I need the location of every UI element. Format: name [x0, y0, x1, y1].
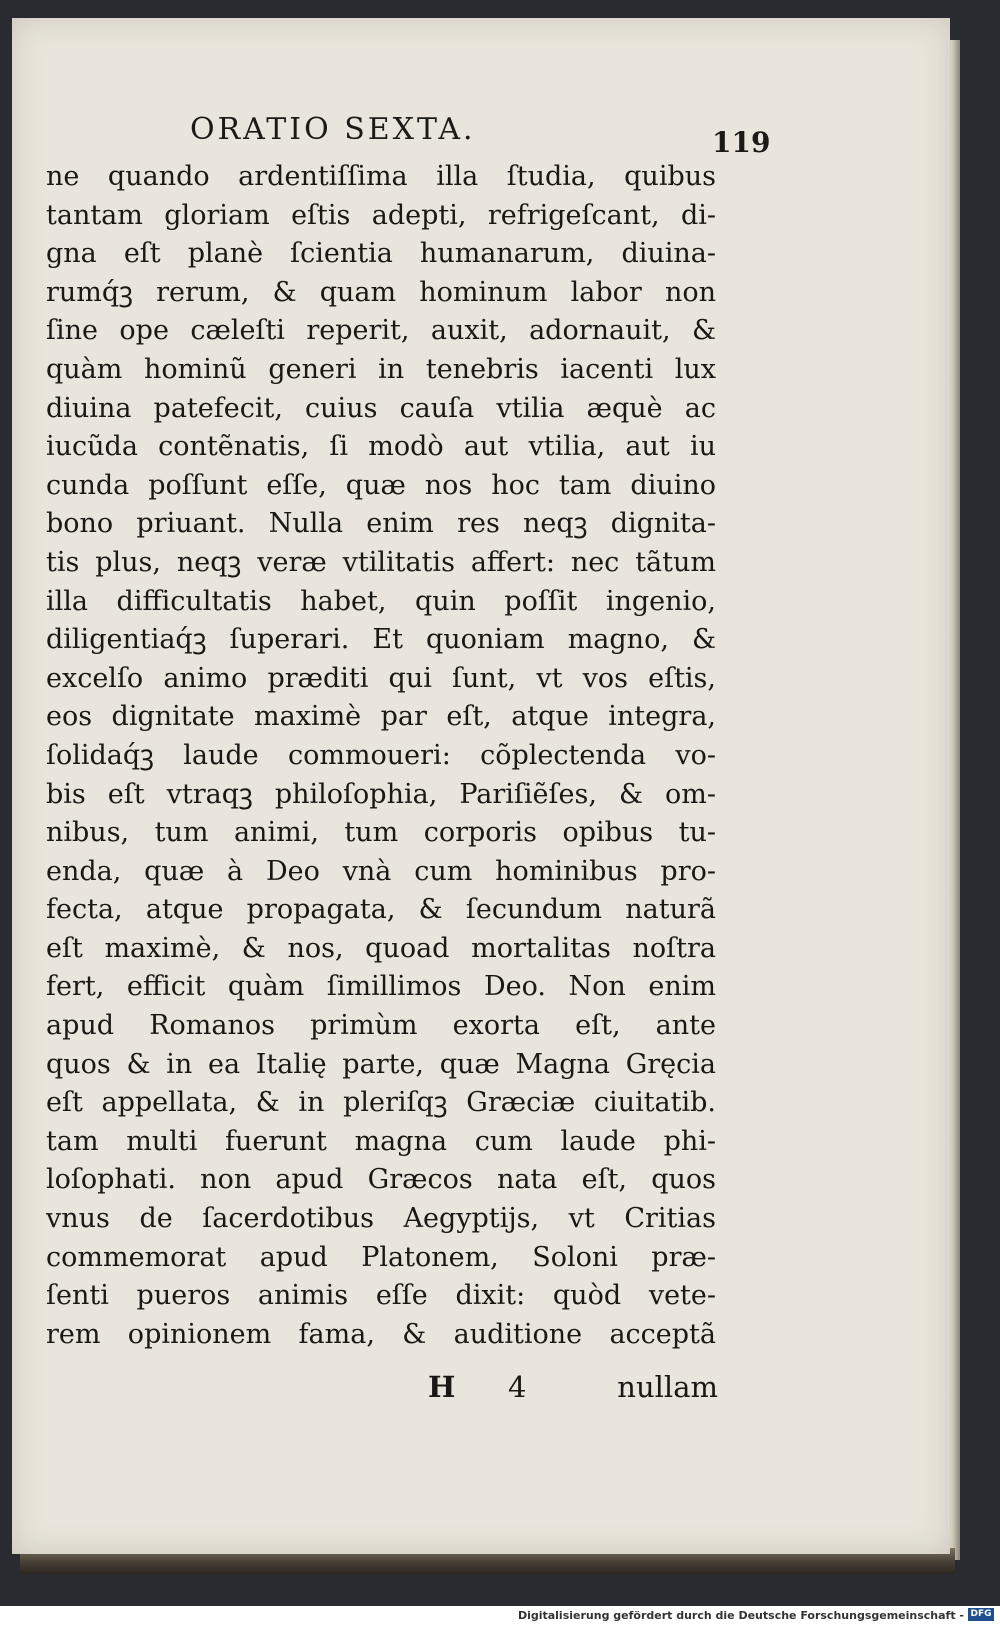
text-line: bis eſt vtraqꝫ philoſophia, Pariſiẽſes, & om-	[46, 778, 716, 810]
catchword: nullam	[617, 1370, 718, 1404]
page-number: 119	[712, 126, 771, 159]
text-line: fert, efficit quàm ſimillimos Deo. Non enim	[46, 971, 716, 1003]
text-line: tam multi fuerunt magna cum laude phi-	[46, 1125, 716, 1157]
footer-credit: Digitalisierung gefördert durch die Deutsche Forschungsgemeinschaft -	[517, 1609, 964, 1622]
text-line: gna eſt planè ſcientia humanarum, diuina-	[46, 238, 716, 270]
text-line: diuina patefecit, cuius cauſa vtilia æquè ac	[46, 392, 716, 424]
text-line: tis plus, neqꝫ veræ vtilitatis affert: nec tãtum	[46, 546, 716, 578]
dfg-logo: DFG	[968, 1608, 994, 1621]
text-line: vnus de ſacerdotibus Aegyptijs, vt Critias	[46, 1203, 716, 1235]
text-line: quos & in ea Italię parte, quæ Magna Gręcia	[46, 1048, 716, 1080]
text-line: eſt maximè, & nos, quoad mortalitas noſtra	[46, 932, 716, 964]
text-line: ne quando ardentiſſima illa ſtudia, quibus	[46, 161, 716, 192]
text-line: illa difficultatis habet, quin poſſit ingenio,	[46, 585, 716, 617]
text-line: rem opinionem fama, & auditione acceptã	[46, 1318, 716, 1350]
text-line: eos dignitate maximè par eſt, atque integra,	[46, 701, 716, 733]
text-line: apud Romanos primùm exorta eſt, ante	[46, 1010, 716, 1042]
text-line: quàm hominũ generi in tenebris iacenti lux	[46, 353, 716, 385]
running-head: ORATIO SEXTA.	[190, 112, 476, 147]
text-line: ſine ope cæleſti reperit, auxit, adornauit, &	[46, 315, 716, 347]
text-line: loſophati. non apud Græcos nata eſt, quos	[46, 1164, 716, 1196]
text-line: rumq́ꝫ rerum, & quam hominum labor non	[46, 276, 716, 308]
text-line: enda, quæ à Deo vnà cum hominibus pro-	[46, 855, 716, 887]
signature-mark: H	[428, 1370, 456, 1404]
text-line: commemorat apud Platonem, Soloni præ-	[46, 1241, 716, 1273]
text-line: ſenti pueros animis eſſe dixit: quòd vete-	[46, 1280, 716, 1312]
text-line: excelſo animo præditi qui ſunt, vt vos eſtis,	[46, 662, 716, 694]
text-line: diligentiaq́ꝫ ſuperari. Et quoniam magno, &	[46, 624, 716, 656]
text-line: tantam gloriam eſtis adepti, refrigeſcant, di-	[46, 199, 716, 231]
text-line: cunda poſſunt eſſe, quæ nos hoc tam diuino	[46, 469, 716, 501]
text-line: ſolidaq́ꝫ laude commoueri: cõplectenda vo-	[46, 739, 716, 771]
text-line: iucũda contẽnatis, ſi modò aut vtilia, aut iu	[46, 431, 716, 463]
text-line: eſt appellata, & in pleriſqꝫ Græciæ ciuitatib.	[46, 1087, 716, 1119]
text-line: bono priuant. Nulla enim res neqꝫ dignita-	[46, 508, 716, 540]
text-line: nibus, tum animi, tum corporis opibus tu-	[46, 817, 716, 849]
text-block	[46, 158, 716, 1354]
signature-number: 4	[508, 1370, 527, 1404]
text-line: fecta, atque propagata, & ſecundum naturã	[46, 894, 716, 926]
